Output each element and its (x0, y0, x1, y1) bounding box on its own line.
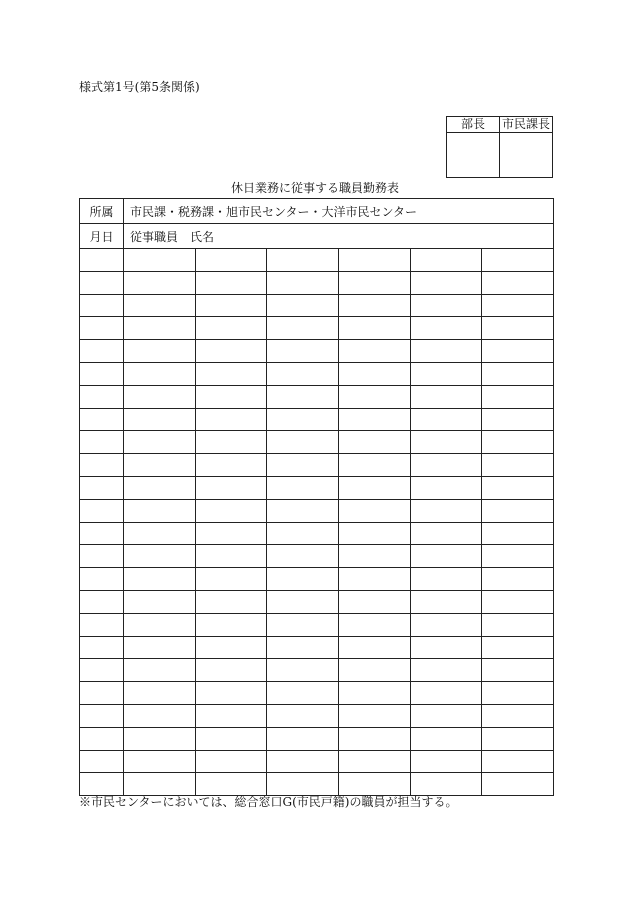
staff-name-cell[interactable] (482, 704, 554, 727)
date-cell[interactable] (80, 773, 124, 796)
staff-name-cell[interactable] (195, 704, 267, 727)
date-cell[interactable] (80, 362, 124, 385)
staff-name-cell[interactable] (410, 568, 482, 591)
date-cell[interactable] (80, 408, 124, 431)
staff-name-cell[interactable] (267, 704, 339, 727)
approval-seal-section-chief[interactable] (500, 133, 553, 178)
staff-name-cell[interactable] (339, 340, 411, 363)
staff-name-cell[interactable] (410, 750, 482, 773)
staff-name-cell[interactable] (124, 454, 196, 477)
staff-name-cell[interactable] (267, 750, 339, 773)
date-cell[interactable] (80, 682, 124, 705)
affiliation-label: 所属 (80, 199, 124, 224)
staff-name-cell[interactable] (267, 362, 339, 385)
staff-name-cell[interactable] (339, 476, 411, 499)
date-cell[interactable] (80, 750, 124, 773)
staff-name-cell[interactable] (195, 454, 267, 477)
staff-name-cell[interactable] (482, 659, 554, 682)
date-cell[interactable] (80, 613, 124, 636)
staff-name-cell[interactable] (410, 408, 482, 431)
form-number: 様式第1号(第5条関係) (79, 80, 200, 94)
table-row (80, 590, 554, 613)
staff-name-cell[interactable] (410, 659, 482, 682)
staff-name-cell[interactable] (339, 636, 411, 659)
staff-name-cell[interactable] (267, 385, 339, 408)
table-row (80, 454, 554, 477)
date-cell[interactable] (80, 545, 124, 568)
table-row (80, 682, 554, 705)
table-row (80, 294, 554, 317)
document-title: 休日業務に従事する職員勤務表 (230, 181, 399, 195)
table-row (80, 636, 554, 659)
staff-name-cell[interactable] (195, 294, 267, 317)
staff-name-cell[interactable] (339, 704, 411, 727)
table-row (80, 385, 554, 408)
duty-roster-table (79, 198, 554, 796)
table-row (80, 476, 554, 499)
staff-name-cell[interactable] (410, 476, 482, 499)
staff-name-cell[interactable] (339, 568, 411, 591)
date-cell[interactable] (80, 659, 124, 682)
staff-name-cell[interactable] (339, 454, 411, 477)
staff-name-cell[interactable] (124, 568, 196, 591)
staff-name-cell[interactable] (482, 590, 554, 613)
staff-name-cell[interactable] (195, 271, 267, 294)
staff-name-cell[interactable] (195, 590, 267, 613)
staff-name-cell[interactable] (124, 317, 196, 340)
date-cell[interactable] (80, 385, 124, 408)
staff-name-cell[interactable] (482, 431, 554, 454)
table-row (80, 727, 554, 750)
staff-name-cell[interactable] (410, 362, 482, 385)
staff-name-cell[interactable] (195, 636, 267, 659)
approval-header-director: 部長 (447, 117, 500, 133)
staff-name-cell[interactable] (195, 773, 267, 796)
approval-seal-director[interactable] (447, 133, 500, 178)
staff-name-cell[interactable] (124, 750, 196, 773)
staff-name-cell[interactable] (482, 408, 554, 431)
staff-name-cell[interactable] (195, 408, 267, 431)
staff-name-cell[interactable] (124, 431, 196, 454)
date-cell[interactable] (80, 317, 124, 340)
staff-name-cell[interactable] (124, 408, 196, 431)
staff-name-cell[interactable] (339, 590, 411, 613)
table-row (80, 249, 554, 272)
staff-name-cell[interactable] (267, 545, 339, 568)
staff-name-cell[interactable] (124, 727, 196, 750)
staff-name-cell[interactable] (124, 476, 196, 499)
staff-name-cell[interactable] (482, 773, 554, 796)
staff-name-cell[interactable] (124, 294, 196, 317)
staff-name-cell[interactable] (410, 522, 482, 545)
table-row (80, 568, 554, 591)
staff-name-cell[interactable] (482, 249, 554, 272)
staff-name-cell[interactable] (339, 499, 411, 522)
staff-name-cell[interactable] (410, 317, 482, 340)
date-cell[interactable] (80, 568, 124, 591)
staff-name-cell[interactable] (267, 499, 339, 522)
staff-name-cell[interactable] (267, 613, 339, 636)
staff-name-cell[interactable] (410, 590, 482, 613)
staff-name-cell[interactable] (482, 727, 554, 750)
staff-name-cell[interactable] (482, 294, 554, 317)
staff-name-cell[interactable] (410, 294, 482, 317)
staff-name-cell[interactable] (410, 431, 482, 454)
staff-name-cell[interactable] (195, 431, 267, 454)
staff-name-cell[interactable] (339, 408, 411, 431)
staff-name-cell[interactable] (195, 340, 267, 363)
date-cell[interactable] (80, 454, 124, 477)
staff-name-cell[interactable] (195, 476, 267, 499)
staff-name-cell[interactable] (195, 249, 267, 272)
staff-name-cell[interactable] (410, 727, 482, 750)
date-cell[interactable] (80, 340, 124, 363)
affiliation-row (80, 199, 554, 224)
staff-name-cell[interactable] (482, 385, 554, 408)
staff-name-cell[interactable] (267, 317, 339, 340)
staff-name-cell[interactable] (195, 750, 267, 773)
table-row (80, 317, 554, 340)
staff-name-cell[interactable] (195, 522, 267, 545)
staff-name-cell[interactable] (482, 568, 554, 591)
table-row (80, 431, 554, 454)
staff-name-cell[interactable] (124, 249, 196, 272)
footnote: ※市民センターにおいては、総合窓口G(市民戸籍)の職員が担当する。 (79, 795, 458, 809)
staff-name-cell[interactable] (267, 568, 339, 591)
staff-name-cell[interactable] (195, 727, 267, 750)
staff-name-cell[interactable] (339, 613, 411, 636)
staff-name-cell[interactable] (195, 613, 267, 636)
staff-name-cell[interactable] (410, 613, 482, 636)
table-row (80, 545, 554, 568)
date-staff-header-row (80, 224, 554, 249)
staff-name-cell[interactable] (482, 613, 554, 636)
staff-name-cell[interactable] (267, 727, 339, 750)
staff-name-cell[interactable] (124, 340, 196, 363)
table-row (80, 750, 554, 773)
date-cell[interactable] (80, 271, 124, 294)
staff-name-cell[interactable] (124, 682, 196, 705)
staff-name-cell[interactable] (195, 362, 267, 385)
table-row (80, 362, 554, 385)
staff-name-cell[interactable] (482, 750, 554, 773)
staff-name-cell[interactable] (482, 522, 554, 545)
table-row (80, 773, 554, 796)
table-row (80, 704, 554, 727)
approval-header-section-chief: 市民課長 (500, 117, 553, 133)
staff-name-cell[interactable] (124, 773, 196, 796)
staff-name-cell[interactable] (267, 476, 339, 499)
table-row (80, 522, 554, 545)
staff-name-cell[interactable] (124, 522, 196, 545)
staff-name-cell[interactable] (482, 499, 554, 522)
staff-name-cell[interactable] (339, 431, 411, 454)
staff-name-cell[interactable] (267, 431, 339, 454)
staff-name-cell[interactable] (267, 271, 339, 294)
staff-name-cell[interactable] (410, 704, 482, 727)
staff-name-cell[interactable] (410, 636, 482, 659)
staff-name-cell[interactable] (482, 362, 554, 385)
staff-name-cell[interactable] (124, 385, 196, 408)
staff-name-cell[interactable] (267, 522, 339, 545)
staff-name-cell[interactable] (124, 362, 196, 385)
staff-name-cell[interactable] (410, 682, 482, 705)
staff-name-cell[interactable] (267, 340, 339, 363)
staff-name-cell[interactable] (267, 659, 339, 682)
staff-name-cell[interactable] (124, 499, 196, 522)
staff-name-cell[interactable] (410, 499, 482, 522)
affiliation-value: 市民課・税務課・旭市民センター・大洋市民センター (124, 199, 554, 224)
staff-name-cell[interactable] (339, 385, 411, 408)
staff-name-cell[interactable] (124, 590, 196, 613)
table-row (80, 499, 554, 522)
table-row (80, 340, 554, 363)
staff-name-cell[interactable] (195, 568, 267, 591)
staff-name-cell[interactable] (339, 545, 411, 568)
staff-name-cell[interactable] (195, 317, 267, 340)
staff-name-cell[interactable] (267, 682, 339, 705)
table-row (80, 408, 554, 431)
staff-name-cell[interactable] (482, 271, 554, 294)
table-row (80, 613, 554, 636)
staff-name-cell[interactable] (410, 271, 482, 294)
staff-name-cell[interactable] (124, 636, 196, 659)
staff-name-cell[interactable] (124, 659, 196, 682)
staff-name-cell[interactable] (482, 340, 554, 363)
staff-name-cell[interactable] (482, 545, 554, 568)
staff-name-cell[interactable] (339, 750, 411, 773)
staff-name-cell[interactable] (482, 317, 554, 340)
staff-name-cell[interactable] (339, 727, 411, 750)
staff-name-cell[interactable] (267, 590, 339, 613)
staff-name-cell[interactable] (339, 682, 411, 705)
staff-name-label: 従事職員 氏名 (124, 224, 554, 249)
staff-name-cell[interactable] (195, 659, 267, 682)
staff-name-cell[interactable] (124, 545, 196, 568)
staff-name-cell[interactable] (124, 271, 196, 294)
staff-name-cell[interactable] (195, 499, 267, 522)
staff-name-cell[interactable] (339, 294, 411, 317)
date-cell[interactable] (80, 590, 124, 613)
staff-name-cell[interactable] (410, 249, 482, 272)
staff-name-cell[interactable] (410, 773, 482, 796)
date-cell[interactable] (80, 294, 124, 317)
staff-name-cell[interactable] (339, 773, 411, 796)
staff-name-cell[interactable] (267, 773, 339, 796)
staff-name-cell[interactable] (339, 522, 411, 545)
staff-name-cell[interactable] (410, 340, 482, 363)
staff-name-cell[interactable] (339, 362, 411, 385)
staff-name-cell[interactable] (410, 545, 482, 568)
staff-name-cell[interactable] (482, 682, 554, 705)
date-cell[interactable] (80, 704, 124, 727)
staff-name-cell[interactable] (410, 454, 482, 477)
staff-name-cell[interactable] (339, 317, 411, 340)
date-cell[interactable] (80, 636, 124, 659)
staff-name-cell[interactable] (482, 454, 554, 477)
date-cell[interactable] (80, 431, 124, 454)
date-cell[interactable] (80, 522, 124, 545)
date-cell[interactable] (80, 727, 124, 750)
staff-name-cell[interactable] (195, 385, 267, 408)
staff-name-cell[interactable] (482, 476, 554, 499)
staff-name-cell[interactable] (410, 385, 482, 408)
date-cell[interactable] (80, 249, 124, 272)
staff-name-cell[interactable] (195, 545, 267, 568)
table-row (80, 271, 554, 294)
staff-name-cell[interactable] (482, 636, 554, 659)
date-cell[interactable] (80, 499, 124, 522)
staff-name-cell[interactable] (267, 408, 339, 431)
staff-name-cell[interactable] (267, 454, 339, 477)
staff-name-cell[interactable] (339, 271, 411, 294)
staff-name-cell[interactable] (267, 249, 339, 272)
staff-name-cell[interactable] (124, 613, 196, 636)
staff-name-cell[interactable] (339, 249, 411, 272)
date-label: 月日 (80, 224, 124, 249)
staff-name-cell[interactable] (195, 682, 267, 705)
staff-name-cell[interactable] (267, 294, 339, 317)
table-row (80, 659, 554, 682)
staff-name-cell[interactable] (124, 704, 196, 727)
staff-name-cell[interactable] (267, 636, 339, 659)
date-cell[interactable] (80, 476, 124, 499)
staff-name-cell[interactable] (339, 659, 411, 682)
approval-stamp-table (446, 116, 553, 178)
